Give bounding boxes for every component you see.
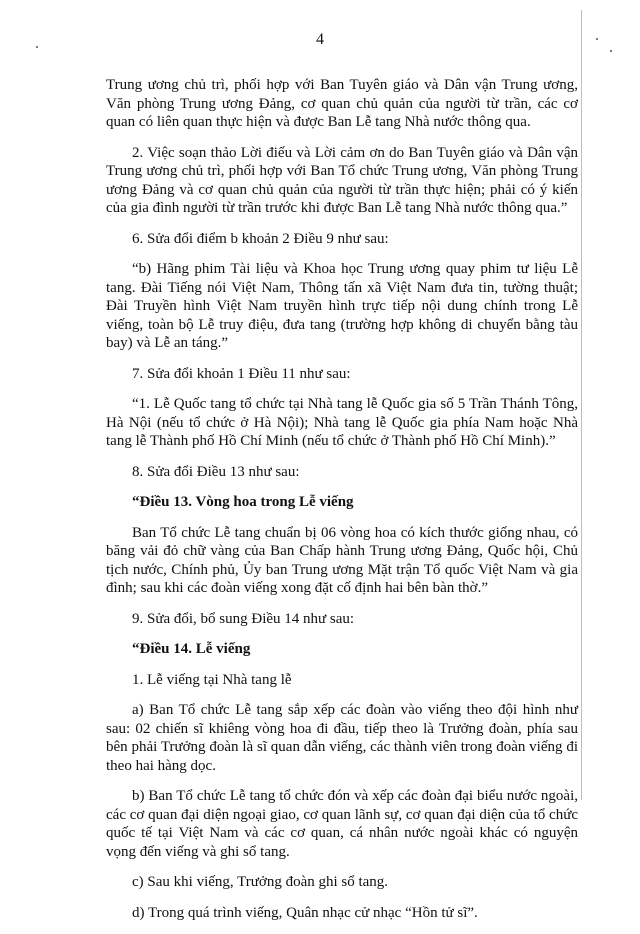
scan-speck (610, 50, 612, 52)
amendment-heading: 9. Sửa đổi, bổ sung Điều 14 như sau: (132, 610, 355, 627)
paragraph: c) Sau khi viếng, Trưởng đoàn ghi sổ tang. (132, 874, 389, 890)
paragraph: Ban Tổ chức Lễ tang chuẩn bị 06 vòng hoa có kích thước giống nhau, có băng vải đỏ chữ vàng của Ban Chấp hành Trung ương Đảng, Quốc hội, Chủ tịch nước, Chính phủ, Ủy ban Trung ương Mặt trận Tổ quốc Việt Nam và gia đình; sau khi các đoàn viếng xong đặt cố định hai bên bàn thờ.” (106, 524, 578, 596)
scan-edge-line (581, 10, 582, 800)
article-title: “Điều 13. Vòng hoa trong Lễ viếng (132, 494, 354, 510)
amendment-heading: 7. Sửa đổi khoản 1 Điều 11 như sau: (132, 365, 351, 382)
amendment-heading: 6. Sửa đổi điểm b khoản 2 Điều 9 như sau: (132, 230, 389, 247)
paragraph: “1. Lễ Quốc tang tổ chức tại Nhà tang lễ Quốc gia số 5 Trần Thánh Tông, Hà Nội (nếu tổ chức ở Hà Nội); Nhà tang lễ Quốc gia phía Nam hoặc Nhà tang lễ Thành phố Hồ Chí Minh (nếu tổ chức ở Thành phố Hồ Chí Minh).” (106, 396, 578, 449)
paragraph: d) Trong quá trình viếng, Quân nhạc cử nhạc “Hồn tử sĩ”. (132, 904, 478, 921)
article-title: “Điều 14. Lễ viếng (132, 641, 251, 657)
clause-heading: 1. Lễ viếng tại Nhà tang lễ (132, 671, 292, 688)
amendment-heading: 8. Sửa đổi Điều 13 như sau: (132, 463, 300, 480)
document-body (106, 76, 578, 934)
paragraph: a) Ban Tổ chức Lễ tang sắp xếp các đoàn vào viếng theo đội hình như sau: 02 chiến sĩ khiêng vòng hoa đi đầu, tiếp theo là Trưởng đoàn, phía sau bên phải Trưởng đoàn là sĩ quan dẫn viếng, các thành viên trong đoàn viếng đi theo hai hàng dọc. (106, 702, 578, 774)
paragraph: b) Ban Tổ chức Lễ tang tổ chức đón và xếp các đoàn đại biểu nước ngoài, các cơ quan đại diện ngoại giao, cơ quan lãnh sự, cơ quan đại diện của tổ chức quốc tế tại Việt Nam và các cơ quan, cá nhân nước ngoài khác có nguyện vọng đến viếng và ghi sổ tang. (106, 788, 578, 860)
page-number: 4 (316, 31, 324, 48)
paragraph: 2. Việc soạn thảo Lời điếu và Lời cảm ơn do Ban Tuyên giáo và Dân vận Trung ương chủ trì, phối hợp với Ban Tổ chức Trung ương, Văn phòng Trung ương Đảng và cơ quan chủ quản của người từ trần thực hiện; phải có ý kiến của gia đình người từ trần trước khi được Ban Lễ tang Nhà nước thông qua.” (106, 144, 578, 216)
paragraph: Trung ương chủ trì, phối hợp với Ban Tuyên giáo và Dân vận Trung ương, Văn phòng Trung ương Đảng, cơ quan chủ quản của người từ trần, các cơ quan có liên quan thực hiện và được Ban Lễ tang Nhà nước thông qua. (106, 77, 578, 130)
paragraph: “b) Hãng phim Tài liệu và Khoa học Trung ương quay phim tư liệu Lễ tang. Đài Tiếng nói Việt Nam, Thông tấn xã Việt Nam đưa tin, tường thuật; Đài Truyền hình Việt Nam truyền hình trực tiếp nội dung chính trong Lễ viếng, toàn bộ Lễ truy điệu, đưa tang (trường hợp không di chuyển bằng tàu bay) và Lễ an táng.” (106, 261, 578, 351)
